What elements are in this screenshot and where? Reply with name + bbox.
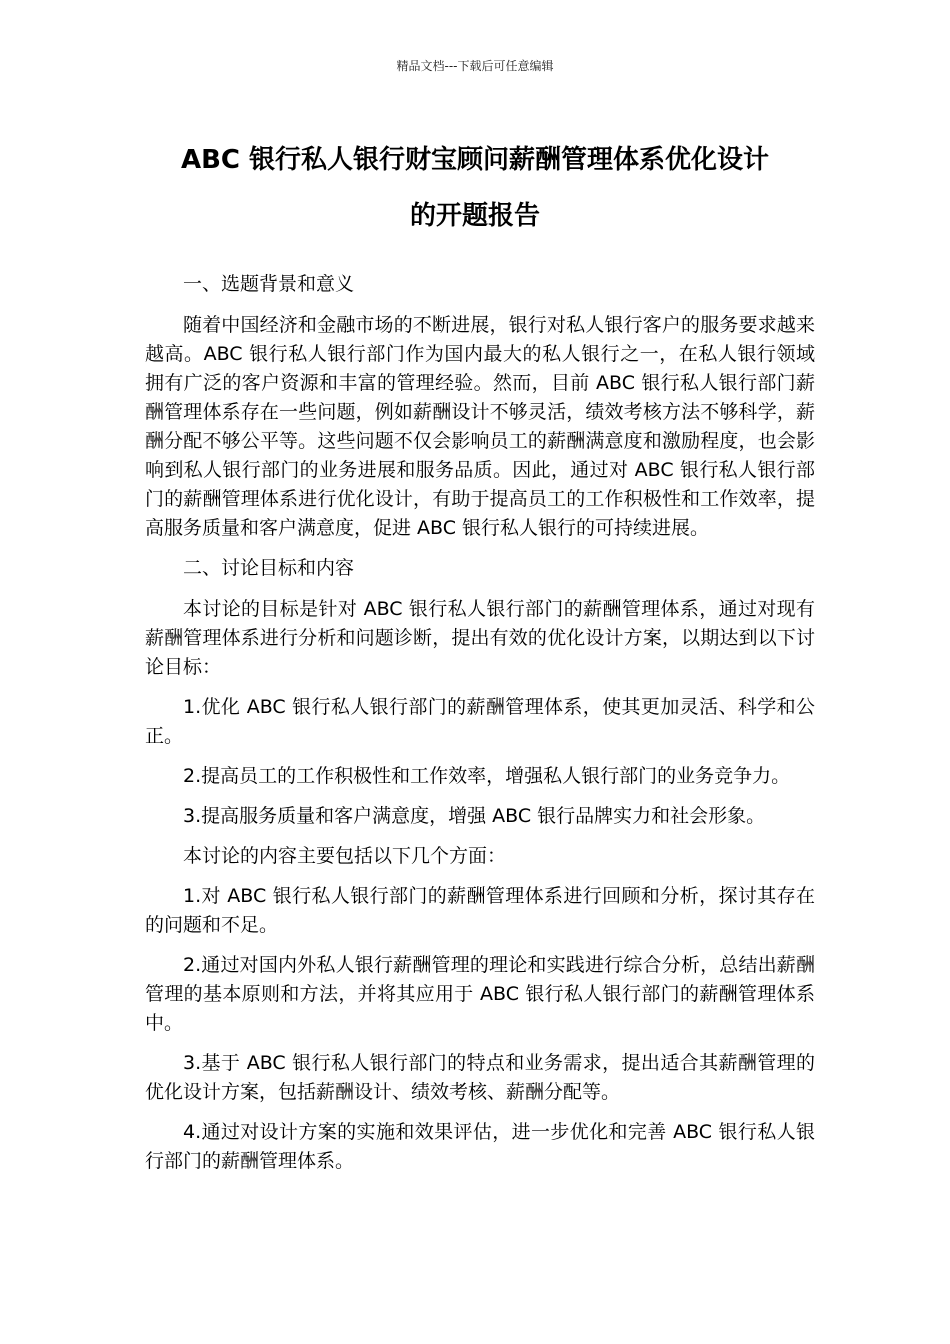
section-heading-background: 一、选题背景和意义 [183, 273, 355, 295]
title-line-2: 的开题报告 [409, 201, 540, 231]
content-item-4: 4.通过对设计方案的实施和效果评估，进一步优化和完善 ABC 银行私人银行部门的薪酬管理体系。 [145, 1121, 815, 1172]
paragraph-content-intro: 本讨论的内容主要包括以下几个方面： [183, 845, 507, 867]
document-body [145, 270, 815, 1187]
document-title [140, 132, 810, 244]
objective-item-3: 3.提高服务质量和客户满意度，增强 ABC 银行品牌实力和社会形象。 [183, 805, 766, 827]
content-item-3: 3.基于 ABC 银行私人银行部门的特点和业务需求，提出适合其薪酬管理的优化设计方案，包括薪酬设计、绩效考核、薪酬分配等。 [145, 1052, 815, 1103]
objective-item-2: 2.提高员工的工作积极性和工作效率，增强私人银行部门的业务竞争力。 [183, 765, 791, 787]
title-line-1: ABC 银行私人银行财宝顾问薪酬管理体系优化设计 [180, 145, 770, 175]
paragraph-objectives-intro: 本讨论的目标是针对 ABC 银行私人银行部门的薪酬管理体系，通过对现有薪酬管理体系进行分析和问题诊断，提出有效的优化设计方案，以期达到以下讨论目标： [145, 598, 815, 678]
section-heading-objectives: 二、讨论目标和内容 [183, 557, 355, 579]
content-item-1: 1.对 ABC 银行私人银行部门的薪酬管理体系进行回顾和分析，探讨其存在的问题和不足。 [145, 885, 815, 936]
content-item-2: 2.通过对国内外私人银行薪酬管理的理论和实践进行综合分析，总结出薪酬管理的基本原则和方法，并将其应用于 ABC 银行私人银行部门的薪酬管理体系中。 [145, 954, 815, 1034]
page-header: 精品文档---下载后可任意编辑 [396, 59, 554, 73]
objective-item-1: 1.优化 ABC 银行私人银行部门的薪酬管理体系，使其更加灵活、科学和公正。 [145, 696, 815, 747]
paragraph-background: 随着中国经济和金融市场的不断进展，银行对私人银行客户的服务要求越来越高。ABC 银行私人银行部门作为国内最大的私人银行之一，在私人银行领域拥有广泛的客户资源和丰富的管理经验。然而，目前 ABC 银行私人银行部门薪酬管理体系存在一些问题，例如薪酬设计不够灵活，绩效考核方法不够科学，薪酬分配不够公平等。这些问题不仅会影响员工的薪酬满意度和激励程度，也会影响到私人银行部门的业务进展和服务品质。因此，通过对 ABC 银行私人银行部门的薪酬管理体系进行优化设计，有助于提高员工的工作积极性和工作效率，提高服务质量和客户满意度，促进 ABC 银行私人银行的可持续进展。 [145, 314, 815, 539]
